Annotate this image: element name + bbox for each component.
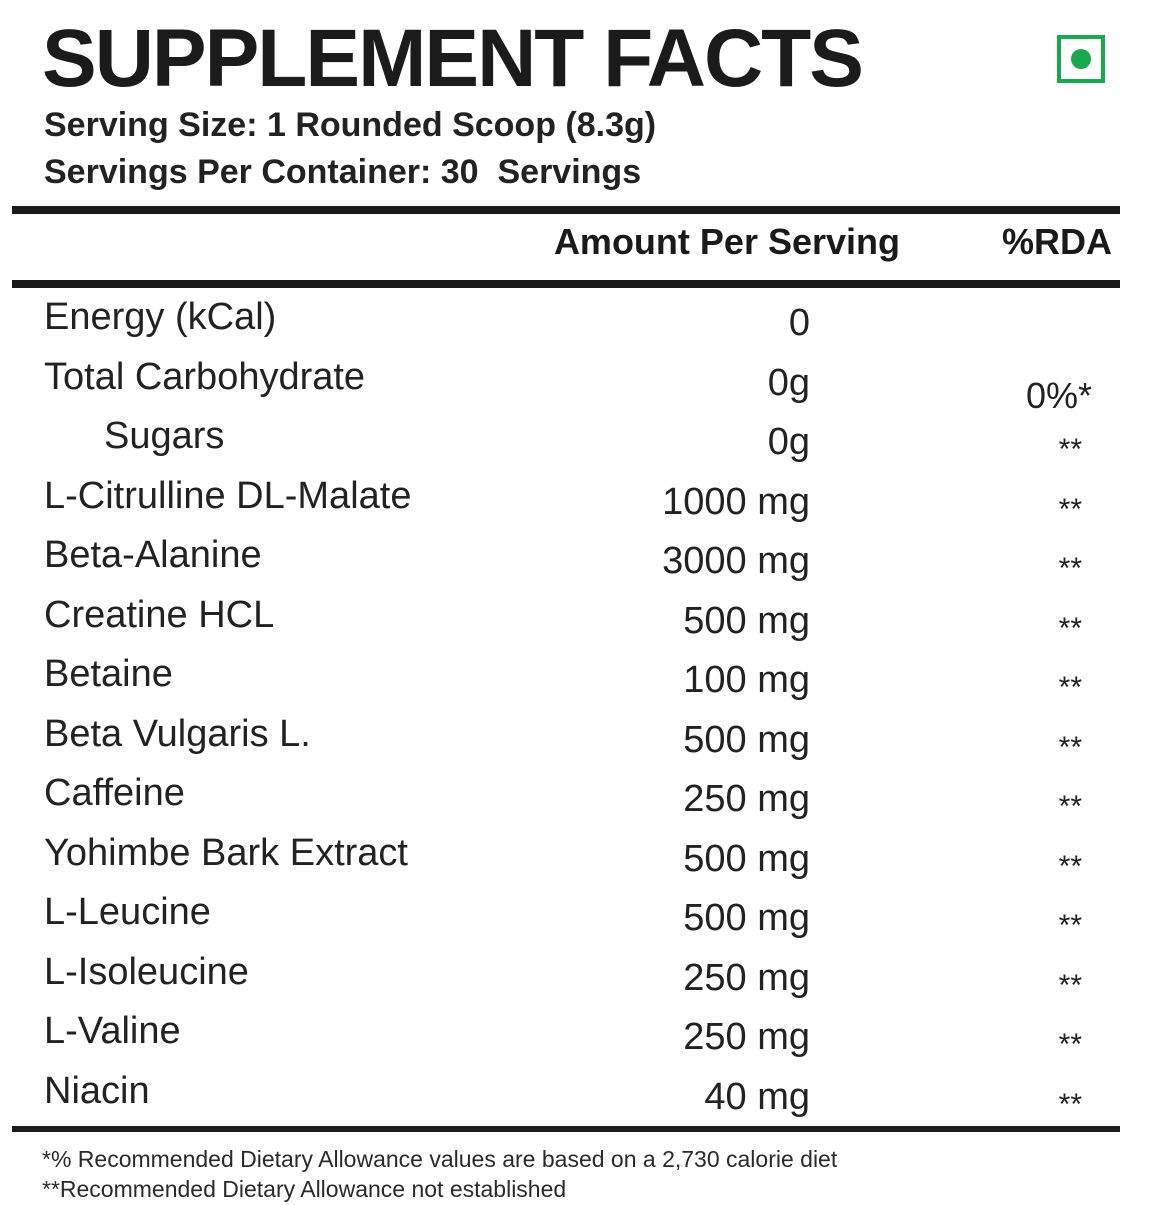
nutrient-amount: 500 mg [683, 718, 810, 761]
nutrient-name: Beta-Alanine [44, 534, 262, 576]
nutrient-name: Niacin [44, 1069, 150, 1112]
nutrient-rda: ** [1058, 671, 1082, 704]
nutrient-amount: 0 [788, 302, 810, 344]
nutrient-amount: 250 mg [683, 956, 810, 999]
table-row [0, 713, 1162, 773]
nutrient-rda: ** [1058, 433, 1082, 466]
nutrient-name: Energy (kCal) [44, 296, 277, 338]
rda-column-header: %RDA [1001, 221, 1112, 262]
page-title: SUPPLEMENT FACTS [42, 13, 862, 104]
servings-per-container: Servings Per Container: 30 Servings [44, 153, 642, 191]
nutrient-rda: ** [1058, 1028, 1082, 1061]
amount-column-header: Amount Per Serving [553, 221, 900, 262]
table-row [0, 832, 1162, 892]
nutrient-amount: 250 mg [683, 1016, 810, 1058]
table-row [0, 534, 1162, 594]
nutrient-rda: ** [1058, 790, 1082, 823]
nutrient-amount: 100 mg [683, 659, 810, 701]
table-row [0, 1010, 1162, 1070]
table-row [0, 653, 1162, 713]
table-row [0, 356, 1162, 416]
nutrient-rda: ** [1058, 611, 1082, 645]
nutrient-name: Sugars [104, 415, 225, 457]
nutrient-name: Betaine [44, 653, 173, 695]
nutrient-name: Caffeine [44, 772, 185, 814]
header-divider [12, 280, 1120, 288]
table-row [0, 891, 1162, 951]
table-row [0, 475, 1162, 535]
nutrient-name: Beta Vulgaris L. [44, 712, 311, 755]
nutrient-amount: 500 mg [683, 599, 810, 642]
nutrient-name: L-Valine [44, 1010, 181, 1052]
vegetarian-mark-icon [1057, 35, 1105, 83]
nutrient-amount: 250 mg [683, 778, 810, 820]
nutrient-table [0, 296, 1162, 1129]
footnote-rda-not-established: **Recommended Dietary Allowance not established [42, 1176, 567, 1202]
table-row [0, 594, 1162, 654]
bottom-divider [12, 1126, 1120, 1132]
table-row [0, 296, 1162, 356]
nutrient-amount: 40 mg [704, 1075, 810, 1118]
nutrient-amount: 1000 mg [662, 480, 810, 523]
top-divider [12, 206, 1120, 214]
nutrient-rda: 0%* [1025, 374, 1092, 416]
nutrient-name: L-Citrulline DL-Malate [44, 474, 412, 517]
nutrient-amount: 3000 mg [662, 540, 810, 582]
nutrient-rda: ** [1058, 492, 1082, 526]
nutrient-name: Creatine HCL [44, 593, 275, 636]
nutrient-rda: ** [1058, 968, 1082, 1002]
nutrient-rda: ** [1058, 552, 1082, 585]
nutrient-rda: ** [1058, 909, 1082, 942]
table-row [0, 772, 1162, 832]
vegetarian-dot [1071, 49, 1091, 69]
nutrient-name: Total Carbohydrate [44, 355, 366, 398]
table-row [0, 1070, 1162, 1130]
nutrient-name: L-Isoleucine [44, 950, 249, 993]
nutrient-rda: ** [1058, 849, 1082, 883]
nutrient-rda: ** [1058, 730, 1082, 764]
nutrient-amount: 500 mg [683, 837, 810, 880]
footnote-rda-calorie: *% Recommended Dietary Allowance values are based on a 2,730 calorie diet [42, 1146, 838, 1172]
table-row [0, 951, 1162, 1011]
nutrient-amount: 0g [767, 361, 810, 404]
nutrient-rda: ** [1058, 1087, 1082, 1121]
table-row [0, 415, 1162, 475]
nutrient-name: L-Leucine [44, 891, 211, 933]
nutrient-name: Yohimbe Bark Extract [44, 831, 408, 874]
nutrient-amount: 500 mg [683, 897, 810, 939]
nutrient-amount: 0g [767, 421, 810, 463]
serving-size: Serving Size: 1 Rounded Scoop (8.3g) [44, 106, 657, 144]
